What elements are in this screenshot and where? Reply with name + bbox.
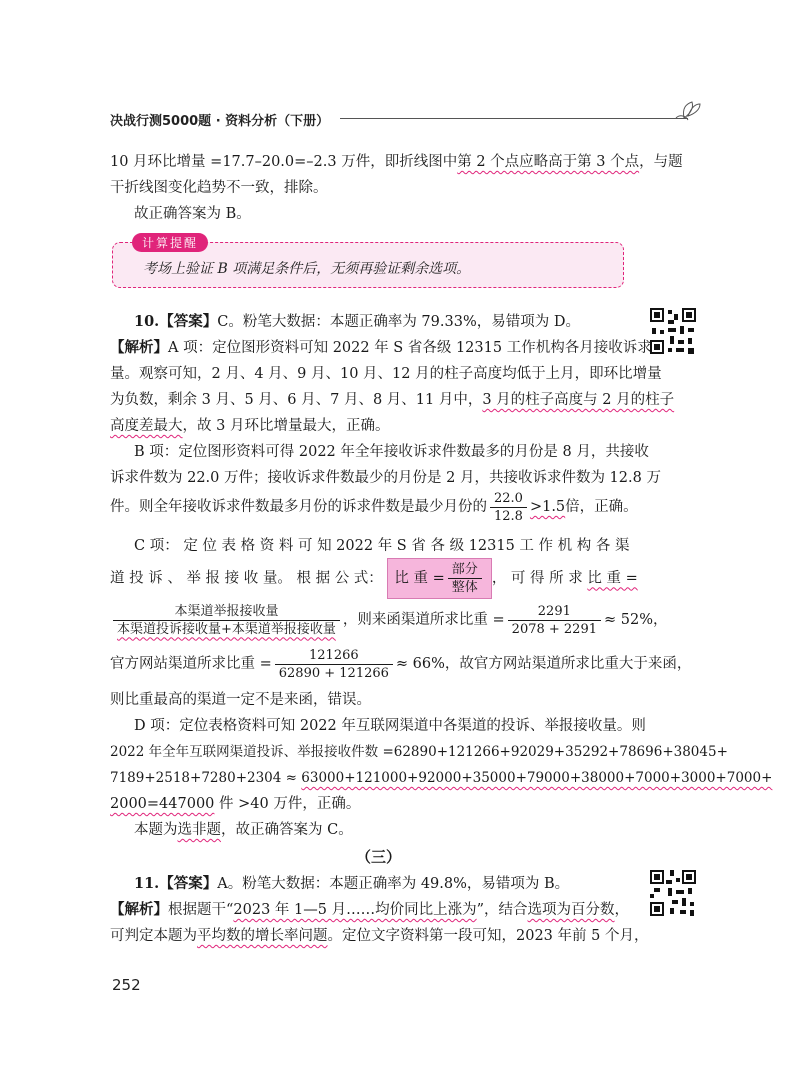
section-heading: （三） (356, 848, 402, 866)
text-line: $\frac{\text{本渠道举报接收量}}{\text{本渠道投诉接收量+本渠道举报接收量}}$ ，则来函渠道所求比重 = $\frac{2291}{2078 + 2291}$ ≈ 52%， (110, 600, 668, 640)
text-line: 量。观察可知，2 月、4 月、9 月、10 月、12 月的柱子高度均低于上月，即环比增量 (110, 366, 662, 382)
qr-code[interactable] (648, 306, 698, 356)
running-header: 决战行测5000题 · 资料分析（下册） (110, 114, 330, 129)
q10-analysis-d: D 项：定位表格资料可知 2022 年互联网渠道中各渠道的投诉、举报接收量。则 (134, 718, 646, 734)
fraction: $\frac{2291}{2078 + 2291}$ (508, 603, 601, 638)
fraction: $\frac{\text{本渠道举报接收量}}{\text{本渠道投诉接收量+本渠道举报接收量}}$ (113, 603, 340, 638)
calc-tip-text: 考场上验证 B 项满足条件后，无须再验证剩余选项。 (143, 261, 471, 277)
text-line: 10 月环比增量 =17.7–20.0=–2.3 万件，即折线图中第 2 个点应略高于第 3 个点，与题 (110, 154, 683, 170)
qr-code[interactable] (648, 868, 698, 918)
q11-answer: 11.【答案】A。粉笔大数据：本题正确率为 49.8%，易错项为 B。 (134, 875, 570, 892)
fraction: $\frac{22.0}{12.8}$ (490, 490, 527, 525)
text-line: 7189+2518+7280+2304 ≈ 63000+121000+92000+35000+79000+38000+7000+3000+7000+ (110, 770, 773, 786)
ratio-formula: 比 重 = $\frac{\text{部分}}{\text{整体}}$ (387, 558, 491, 599)
leaf-icon (672, 96, 702, 122)
text-line: 2000=447000 件 >40 万件，正确。 (110, 796, 361, 812)
text-line: 则比重最高的渠道一定不是来函，错误。 (110, 692, 371, 708)
q10-conclusion: 本题为选非题，故正确答案为 C。 (134, 822, 353, 838)
q11-analysis: 【解析】根据题干“2023 年 1—5 月……均价同比上涨为”，结合选项为百分数， (110, 901, 630, 918)
text-line: 官方网站渠道所求比重 = $\frac{121266}{62890 + 121266}$ ≈ 66%，故官方网站渠道所求比重大于来函， (110, 647, 692, 681)
q10-analysis-a: 【解析】A 项：定位图形资料可知 2022 年 S 省各级 12315 工作机构各月接收诉求 (110, 339, 652, 356)
text-line: 2022 年全年互联网渠道投诉、举报接收件数 =62890+121266+92029+35292+78696+38045+ (110, 744, 728, 760)
text-line: 件。则全年接收诉求件数最多月份的诉求件数是最少月份的 $\frac{22.0}{12.8}$ >1.5倍，正确。 (110, 490, 638, 524)
text-line: 可判定本题为平均数的增长率问题。定位文字资料第一段可知，2023 年前 5 个月， (110, 928, 649, 944)
q10-analysis-c: C 项： 定 位 表 格 资 料 可 知 2022 年 S 省 各 级 12315 工 作 机 构 各 渠 (134, 538, 630, 554)
text-line: 道 投 诉 、 举 报 接 收 量。 根 据 公 式： 比 重 = $\frac{\text{部分}}{\text{整体}}$ ， 可 得 所 求 比 重 = (110, 558, 638, 599)
text-line: 故正确答案为 B。 (134, 206, 251, 222)
header-rule (340, 118, 688, 119)
q10-answer: 10.【答案】C。粉笔大数据：本题正确率为 79.33%，易错项为 D。 (134, 313, 580, 330)
page-number: 252 (112, 976, 141, 994)
calc-tip-label: 计算提醒 (132, 233, 208, 252)
text-line: 高度差最大，故 3 月环比增量最大，正确。 (110, 418, 390, 434)
text-line: 为负数，剩余 3 月、5 月、6 月、7 月、8 月、11 月中，3 月的柱子高度与 2 月的柱子 (110, 392, 675, 408)
q10-analysis-b: B 项：定位图形资料可得 2022 年全年接收诉求件数最多的月份是 8 月，共接收 (134, 444, 649, 460)
fraction: $\frac{121266}{62890 + 121266}$ (275, 647, 393, 682)
text-line: 干折线图变化趋势不一致，排除。 (110, 180, 328, 196)
text-line: 诉求件数为 22.0 万件；接收诉求件数最少的月份是 2 月，共接收诉求件数为 12.8 万 (110, 470, 661, 486)
